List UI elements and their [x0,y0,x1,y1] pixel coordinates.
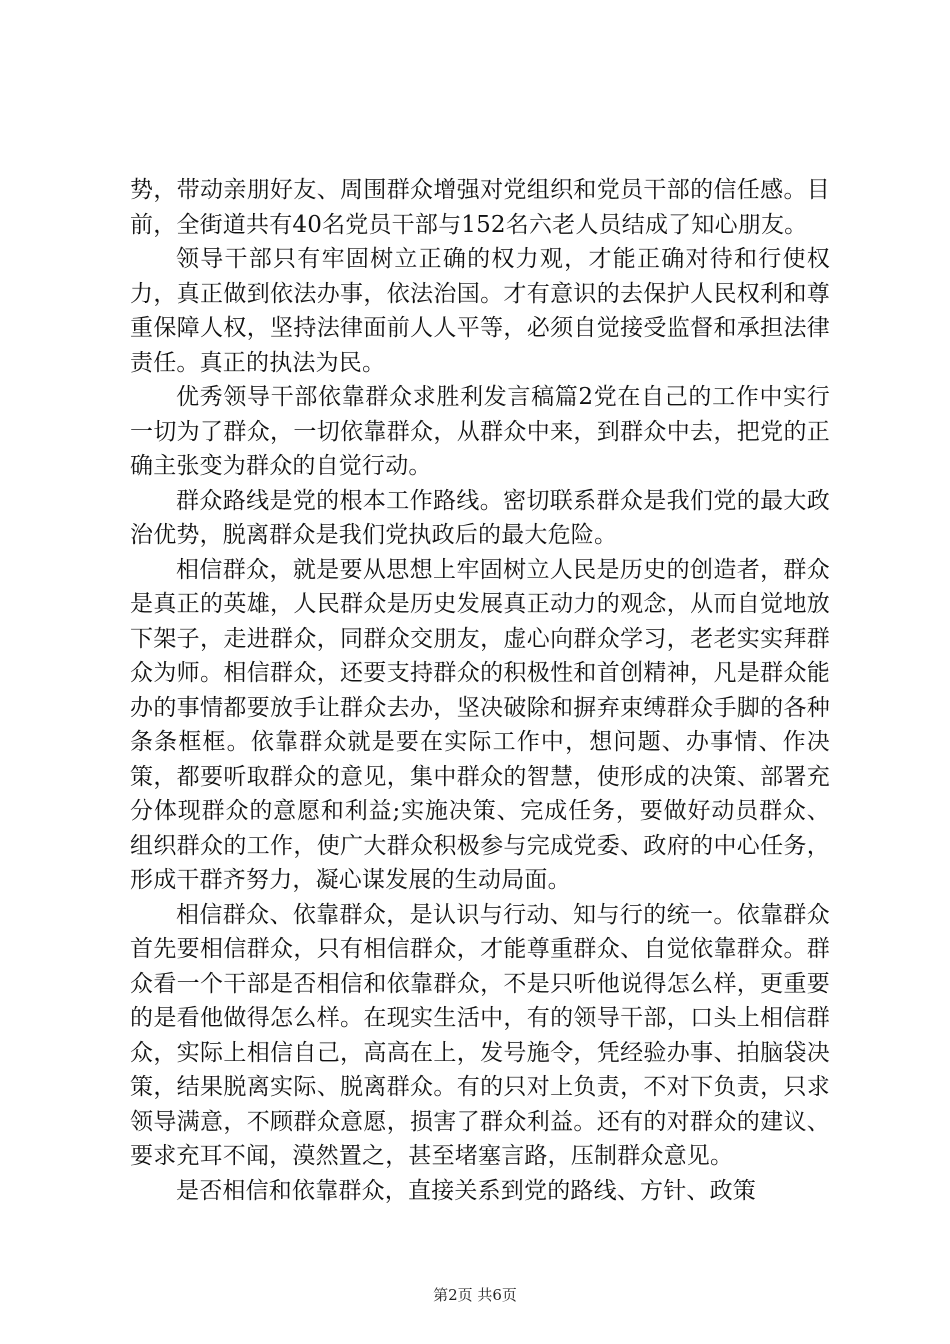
paragraph: 群众路线是党的根本工作路线。密切联系群众是我们党的最大政治优势，脱离群众是我们党执政后的最大危险。 [130,487,830,548]
page-footer [0,1285,950,1305]
paragraph-continued: 势，带动亲朋好友、周围群众增强对党组织和党员干部的信任感。目前，全街道共有40名党员干部与152名六老人员结成了知心朋友。 [130,177,830,238]
paragraph: 相信群众、依靠群众，是认识与行动、知与行的统一。依靠群众首先要相信群众，只有相信群众，才能尊重群众、自觉依靠群众。群众看一个干部是否相信和依靠群众，不是只听他说得怎么样，更重要的是看他做得怎么样。在现实生活中，有的领导干部，口头上相信群众，实际上相信自己，高高在上，发号施令，凭经验办事、拍脑袋决策，结果脱离实际、脱离群众。有的只对上负责，不对下负责，只求领导满意，不顾群众意愿，损害了群众利益。还有的对群众的建议、要求充耳不闻，漠然置之，甚至堵塞言路，压制群众意见。 [130,901,830,1169]
page-number: 第2页 共6页 [433,1286,517,1304]
paragraph: 优秀领导干部依靠群众求胜利发言稿篇2党在自己的工作中实行一切为了群众，一切依靠群众，从群众中来，到群众中去，把党的正确主张变为群众的自觉行动。 [130,384,830,479]
paragraph: 领导干部只有牢固树立正确的权力观，才能正确对待和行使权力，真正做到依法办事，依法治国。才有意识的去保护人民权利和尊重保障人权，坚持法律面前人人平等，必须自觉接受监督和承担法律责任。真正的执法为民。 [130,246,830,376]
document-body [130,173,830,1208]
paragraph: 相信群众，就是要从思想上牢固树立人民是历史的创造者，群众是真正的英雄，人民群众是历史发展真正动力的观念，从而自觉地放下架子，走进群众，同群众交朋友，虚心向群众学习，老老实实拜群众为师。相信群众，还要支持群众的积极性和首创精神，凡是群众能办的事情都要放手让群众去办，坚决破除和摒弃束缚群众手脚的各种条条框框。依靠群众就是要在实际工作中，想问题、办事情、作决策，都要听取群众的意见，集中群众的智慧，使形成的决策、部署充分体现群众的意愿和利益;实施决策、完成任务，要做好动员群众、组织群众的工作，使广大群众积极参与完成党委、政府的中心任务，形成干群齐努力，凝心谋发展的生动局面。 [130,556,830,893]
paragraph: 是否相信和依靠群众，直接关系到党的路线、方针、政策 [176,1177,756,1204]
